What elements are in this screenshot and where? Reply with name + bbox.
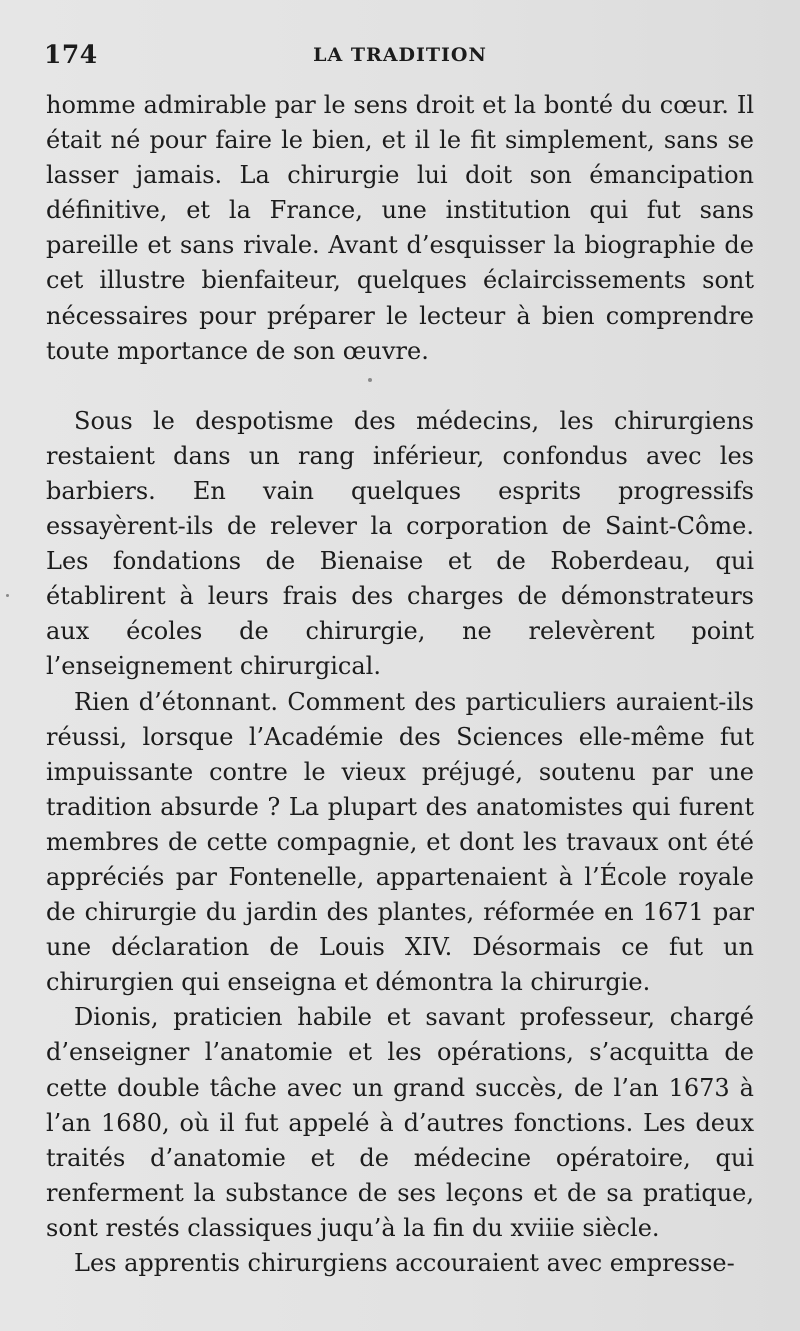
scan-speck <box>6 594 9 597</box>
scan-speck <box>368 378 372 382</box>
paragraph-5: Les apprentis chirurgiens accouraient avec empresse- <box>74 1249 735 1277</box>
running-title: LA TRADITION <box>313 44 487 66</box>
paragraph-1: homme admirable par le sens droit et la bonté du cœur. Il était né pour faire le bien, et il le fit simplement, sans se lasser jamais. La chirurgie lui doit son émancipation définitive, et la France, une institution qui fut sans pareille et sans rivale. Avant d’esquisser la biographie de cet illustre bienfaiteur, quelques éclaircissements sont nécessaires pour préparer le lecteur à bien comprendre toute mportance de son œuvre. <box>46 91 754 365</box>
page-number: 174 <box>44 40 98 69</box>
paragraph-3: Rien d’étonnant. Comment des particuliers auraient-ils réussi, lorsque l’Académie des Sciences elle-même fut impuissante contre le vieux préjugé, soutenu par une tradition absurde ? La plupart des anatomistes qui furent membres de cette compagnie, et dont les travaux ont été appréciés par Fontenelle, appartenaient à l’École royale de chirurgie du jardin des plantes, réformée en 1671 par une déclaration de Louis XIV. Désormais ce fut un chirurgien qui enseigna et démontra la chirurgie. <box>46 687 754 997</box>
paragraph-4: Dionis, praticien habile et savant professeur, chargé d’enseigner l’anatomie et les opérations, s’acquitta de cette double tâche avec un grand succès, de l’an 1673 à l’an 1680, où il fut appelé à d’autres fonctions. Les deux traités d’anatomie et de médecine opératoire, qui renferment la substance de ses leçons et de sa pratique, sont restés classiques juqu’à la fin du xviiie siècle. <box>46 1003 754 1242</box>
body-text <box>46 88 754 1281</box>
page-header <box>44 40 756 76</box>
paragraph-2: Sous le despotisme des médecins, les chirurgiens restaient dans un rang inférieur, confondus avec les barbiers. En vain quelques esprits progressifs essayèrent-ils de relever la corporation de Saint-Côme. Les fondations de Bienaise et de Roberdeau, qui établirent à leurs frais des charges de démonstrateurs aux écoles de chirurgie, ne relevèrent point l’enseignement chirurgical. <box>46 406 754 681</box>
